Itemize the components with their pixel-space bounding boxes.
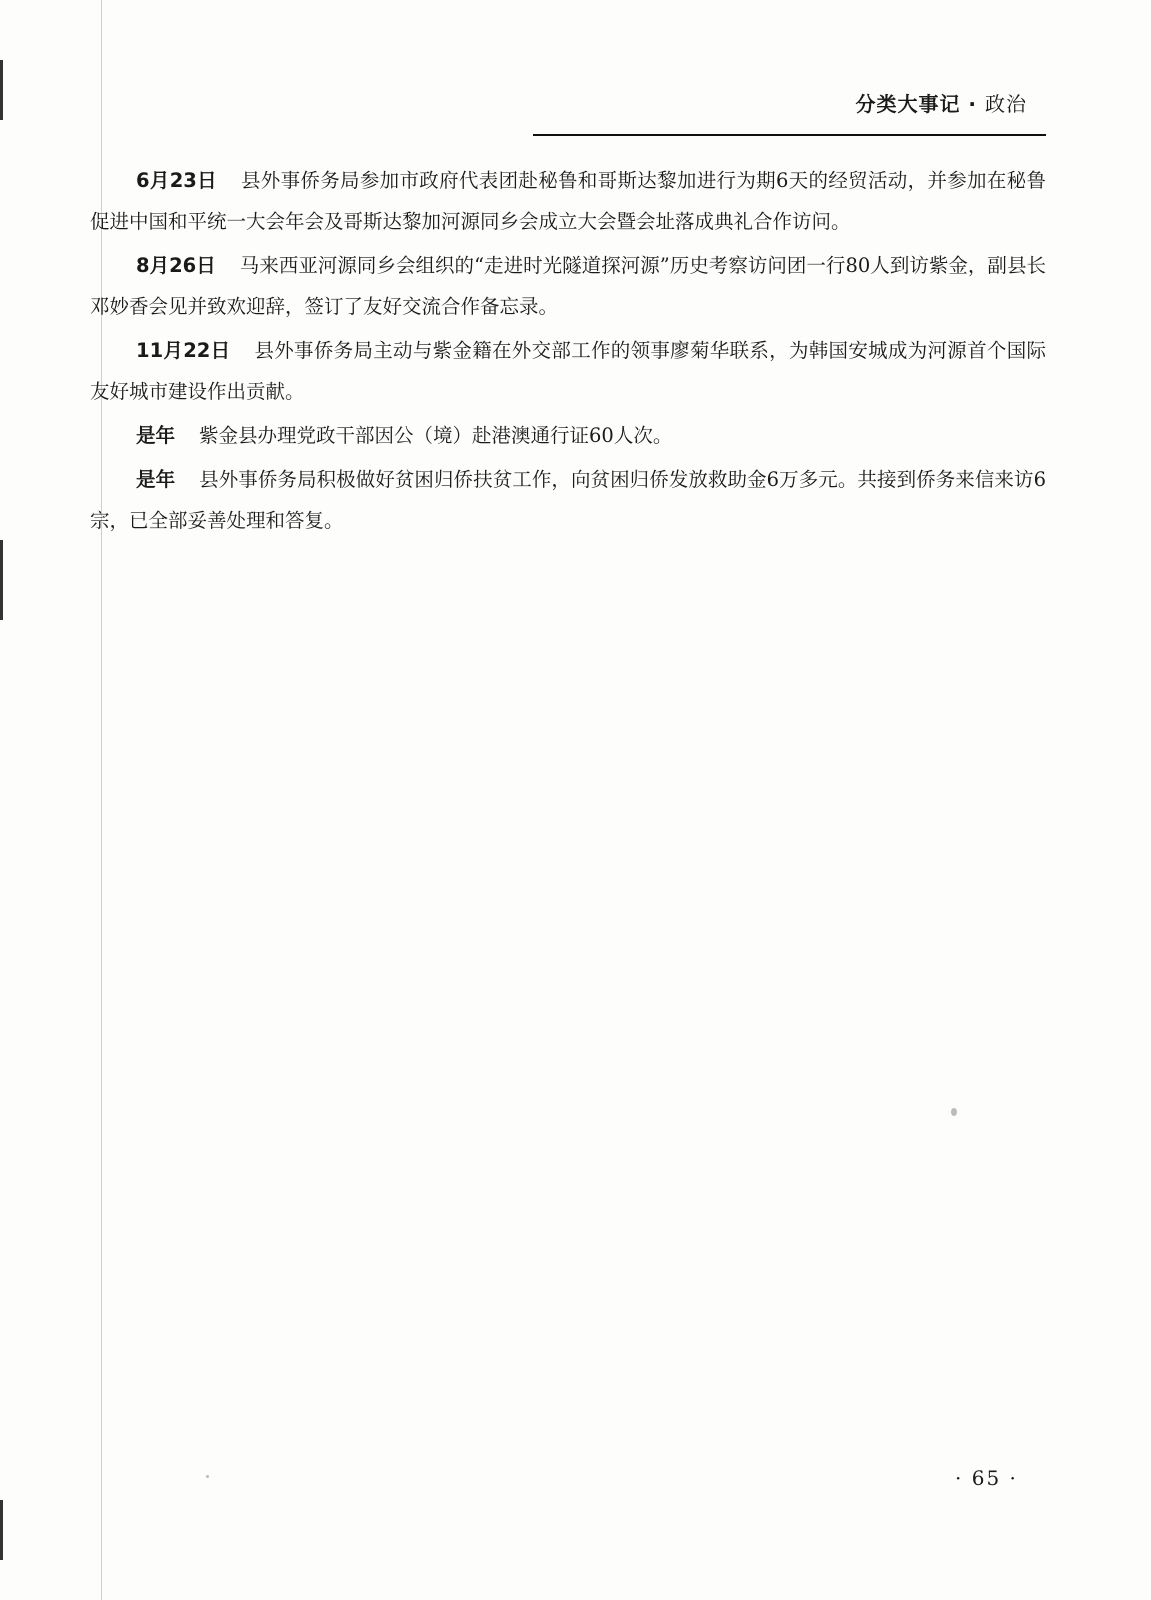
entry-text: 马来西亚河源同乡会组织的“走进时光隧道探河源”历史考察访问团一行80人到访紫金，副县长邓妙香会见并致欢迎辞，签订了友好交流合作备忘录。 [90,254,1046,318]
entry-date: 是年 [136,424,176,447]
scan-speck [206,1475,209,1478]
entry-date: 8月26日 [136,254,216,277]
entry-date: 6月23日 [136,169,217,192]
subsection-title: 政治 [985,92,1027,116]
entry-text: 紫金县办理党政干部因公（境）赴港澳通行证60人次。 [199,424,673,447]
running-head [855,88,1027,117]
header-separator: · [968,92,978,116]
chronicle-body [90,160,1046,544]
entry-text: 县外事侨务局参加市政府代表团赴秘鲁和哥斯达黎加进行为期6天的经贸活动，并参加在秘鲁促进中国和平统一大会年会及哥斯达黎加河源同乡会成立大会暨会址落成典礼合作访问。 [90,169,1046,233]
chronicle-entry [90,245,1046,327]
page-number: · 65 · [955,1466,1018,1490]
entry-date: 是年 [136,468,176,491]
chronicle-entry [90,160,1046,242]
section-title: 分类大事记 [855,92,961,116]
scan-speck [951,1108,957,1116]
entry-text: 县外事侨务局积极做好贫困归侨扶贫工作，向贫困归侨发放救助金6万多元。共接到侨务来信来访6宗，已全部妥善处理和答复。 [90,468,1046,532]
scan-edge-mark [0,60,3,120]
scan-edge-mark [0,540,3,620]
chronicle-entry [90,330,1046,412]
chronicle-entry [90,459,1046,541]
scan-edge-mark [0,1500,3,1560]
entry-date: 11月22日 [136,339,231,362]
header-rule [533,134,1046,136]
chronicle-entry [90,415,1046,456]
entry-text: 县外事侨务局主动与紫金籍在外交部工作的领事廖菊华联系，为韩国安城成为河源首个国际友好城市建设作出贡献。 [90,339,1046,403]
